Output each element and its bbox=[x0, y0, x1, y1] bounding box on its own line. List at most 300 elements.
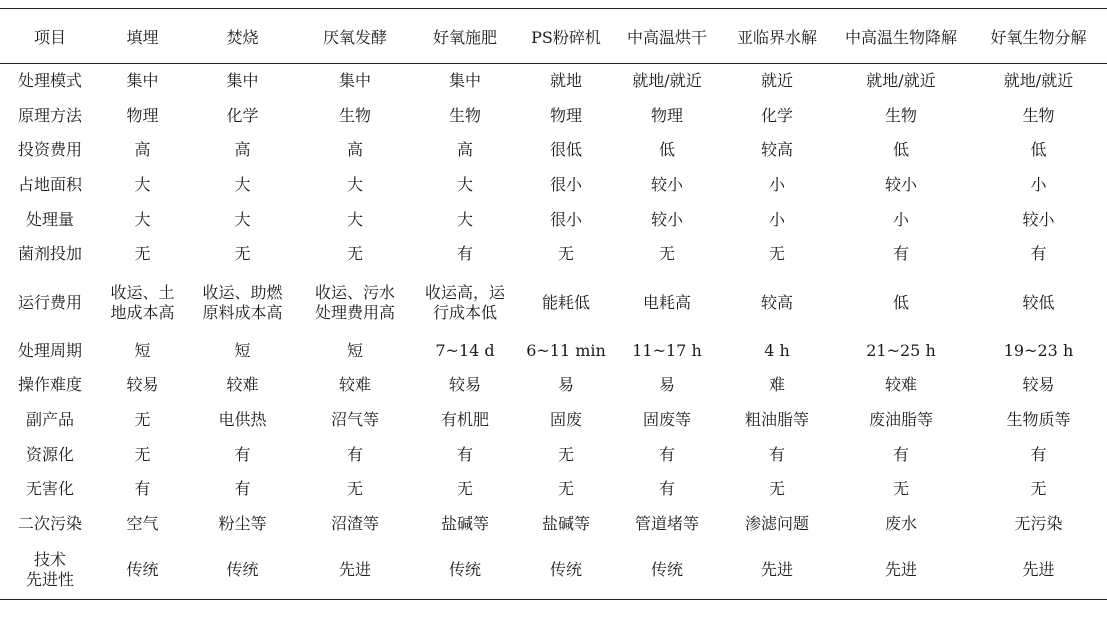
cell-value: 大 bbox=[346, 209, 363, 229]
cell-value: 有 bbox=[892, 444, 909, 464]
cell-value: 集中 bbox=[126, 71, 159, 91]
cell-value: 有 bbox=[456, 244, 473, 264]
cell-value: 传统 bbox=[448, 560, 481, 580]
table-cell bbox=[612, 99, 722, 134]
cell-value: 很小 bbox=[549, 175, 582, 195]
cell-value: 短 bbox=[134, 340, 151, 360]
table-cell bbox=[612, 272, 722, 334]
cell-value: 集中 bbox=[338, 71, 371, 91]
cell-value: 有 bbox=[346, 444, 363, 464]
table-cell bbox=[100, 437, 185, 472]
table-cell bbox=[300, 541, 410, 600]
table-cell bbox=[410, 168, 520, 203]
row-label-cell bbox=[0, 64, 100, 99]
table-cell bbox=[722, 99, 832, 134]
cell-value: 小 bbox=[1030, 175, 1047, 195]
table-cell bbox=[722, 272, 832, 334]
cell-value: 大 bbox=[456, 175, 473, 195]
table-cell bbox=[300, 507, 410, 542]
table-row bbox=[0, 472, 1107, 507]
table-cell bbox=[722, 541, 832, 600]
header-row bbox=[0, 9, 1107, 64]
table-cell bbox=[100, 168, 185, 203]
table-cell bbox=[185, 202, 300, 237]
cell-value: 难 bbox=[768, 375, 785, 395]
cell-value: 较小 bbox=[1022, 209, 1055, 229]
table-cell bbox=[410, 202, 520, 237]
row-label: 投资费用 bbox=[17, 140, 82, 160]
cell-value: 物理 bbox=[650, 105, 683, 125]
table-row bbox=[0, 334, 1107, 369]
table-cell bbox=[970, 541, 1107, 600]
cell-value: 短 bbox=[234, 340, 251, 360]
cell-value: 收运、助燃 原料成本高 bbox=[202, 282, 283, 322]
table-cell bbox=[520, 403, 612, 438]
table-row bbox=[0, 437, 1107, 472]
row-label-cell bbox=[0, 472, 100, 507]
cell-value: 有 bbox=[456, 444, 473, 464]
cell-value: 较小 bbox=[650, 175, 683, 195]
cell-value: 低 bbox=[892, 292, 909, 312]
row-label-cell bbox=[0, 168, 100, 203]
table-cell bbox=[612, 64, 722, 99]
cell-value: 生物 bbox=[1022, 105, 1055, 125]
cell-value: 生物 bbox=[884, 105, 917, 125]
table-cell bbox=[100, 541, 185, 600]
table-cell bbox=[520, 507, 612, 542]
table-cell bbox=[612, 368, 722, 403]
table-row bbox=[0, 368, 1107, 403]
table-cell bbox=[832, 99, 970, 134]
cell-value: 渗滤问题 bbox=[744, 513, 809, 533]
row-label-cell bbox=[0, 507, 100, 542]
cell-value: 有 bbox=[658, 444, 675, 464]
table-cell bbox=[612, 437, 722, 472]
cell-value: 收运、土 地成本高 bbox=[110, 282, 175, 322]
table-cell bbox=[722, 368, 832, 403]
row-label-cell bbox=[0, 133, 100, 168]
row-label: 处理量 bbox=[25, 209, 74, 229]
table-cell bbox=[100, 99, 185, 134]
cell-value: 盐碱等 bbox=[440, 513, 489, 533]
table-cell bbox=[722, 403, 832, 438]
cell-value: 易 bbox=[658, 375, 675, 395]
cell-value: 先进 bbox=[1022, 560, 1055, 580]
table-cell bbox=[970, 64, 1107, 99]
table-cell bbox=[185, 403, 300, 438]
table-row bbox=[0, 507, 1107, 542]
cell-value: 有 bbox=[892, 244, 909, 264]
table-cell bbox=[970, 99, 1107, 134]
table-cell bbox=[100, 403, 185, 438]
cell-value: 大 bbox=[234, 209, 251, 229]
cell-value: 无 bbox=[557, 444, 574, 464]
cell-value: 物理 bbox=[126, 105, 159, 125]
cell-value: 有 bbox=[234, 444, 251, 464]
header-cell: 焚烧 bbox=[226, 27, 259, 47]
header-cell: 好氧施肥 bbox=[432, 27, 497, 47]
header-cell: 中高温烘干 bbox=[626, 27, 707, 47]
table-row bbox=[0, 64, 1107, 99]
row-label-cell bbox=[0, 237, 100, 272]
table-cell bbox=[410, 507, 520, 542]
cell-value: 短 bbox=[346, 340, 363, 360]
cell-value: 有机肥 bbox=[440, 410, 489, 430]
table-cell bbox=[185, 168, 300, 203]
cell-value: 大 bbox=[134, 175, 151, 195]
cell-value: 大 bbox=[456, 209, 473, 229]
cell-value: 很小 bbox=[549, 209, 582, 229]
table-cell bbox=[410, 99, 520, 134]
cell-value: 无污染 bbox=[1014, 513, 1063, 533]
table-cell bbox=[100, 202, 185, 237]
row-label: 无害化 bbox=[25, 479, 74, 499]
cell-value: 高 bbox=[234, 140, 251, 160]
table-cell bbox=[520, 368, 612, 403]
table-cell bbox=[970, 272, 1107, 334]
cell-value: 小 bbox=[768, 175, 785, 195]
cell-value: 较小 bbox=[884, 175, 917, 195]
table-cell bbox=[832, 334, 970, 369]
cell-value: 沼渣等 bbox=[330, 513, 379, 533]
table-cell bbox=[832, 202, 970, 237]
table-cell bbox=[185, 272, 300, 334]
table-cell bbox=[832, 133, 970, 168]
cell-value: 收运、污水 处理费用高 bbox=[314, 282, 395, 322]
cell-value: 低 bbox=[1030, 140, 1047, 160]
cell-value: 生物 bbox=[448, 105, 481, 125]
cell-value: 传统 bbox=[126, 560, 159, 580]
cell-value: 集中 bbox=[226, 71, 259, 91]
table-cell bbox=[970, 133, 1107, 168]
table-cell bbox=[520, 237, 612, 272]
cell-value: 较小 bbox=[650, 209, 683, 229]
cell-value: 7~14 d bbox=[435, 340, 495, 360]
table-cell bbox=[185, 507, 300, 542]
cell-value: 传统 bbox=[226, 560, 259, 580]
cell-value: 有 bbox=[234, 479, 251, 499]
header-cell: 项目 bbox=[33, 27, 66, 47]
table-row bbox=[0, 168, 1107, 203]
table-cell bbox=[612, 168, 722, 203]
table-cell bbox=[612, 472, 722, 507]
cell-value: 无 bbox=[234, 244, 251, 264]
table-row bbox=[0, 272, 1107, 334]
cell-value: 较易 bbox=[448, 375, 481, 395]
cell-value: 无 bbox=[557, 244, 574, 264]
table-cell bbox=[100, 368, 185, 403]
cell-value: 沼气等 bbox=[330, 410, 379, 430]
cell-value: 无 bbox=[456, 479, 473, 499]
cell-value: 粗油脂等 bbox=[744, 410, 809, 430]
table-cell bbox=[410, 368, 520, 403]
cell-value: 大 bbox=[346, 175, 363, 195]
cell-value: 4 h bbox=[764, 340, 790, 360]
table-cell bbox=[722, 133, 832, 168]
table-cell bbox=[832, 472, 970, 507]
row-label: 运行费用 bbox=[17, 292, 82, 312]
table-cell bbox=[612, 541, 722, 600]
table-cell bbox=[970, 168, 1107, 203]
table-cell bbox=[300, 64, 410, 99]
table-cell bbox=[612, 507, 722, 542]
table-cell bbox=[612, 403, 722, 438]
cell-value: 有 bbox=[1030, 444, 1047, 464]
cell-value: 盐碱等 bbox=[541, 513, 590, 533]
table-cell bbox=[970, 437, 1107, 472]
cell-value: 先进 bbox=[760, 560, 793, 580]
cell-value: 较易 bbox=[1022, 375, 1055, 395]
table-cell bbox=[832, 507, 970, 542]
table-cell bbox=[300, 403, 410, 438]
row-label-cell bbox=[0, 99, 100, 134]
header-cell: 中高温生物降解 bbox=[844, 27, 957, 47]
table-cell bbox=[100, 272, 185, 334]
table-cell bbox=[722, 202, 832, 237]
table-cell bbox=[300, 133, 410, 168]
cell-value: 无 bbox=[346, 479, 363, 499]
cell-value: 有 bbox=[768, 444, 785, 464]
table-cell bbox=[410, 237, 520, 272]
table-cell bbox=[100, 334, 185, 369]
table-cell bbox=[832, 437, 970, 472]
cell-value: 就地/就近 bbox=[1003, 71, 1074, 91]
cell-value: 废水 bbox=[884, 513, 917, 533]
table-cell bbox=[520, 472, 612, 507]
table-cell bbox=[722, 64, 832, 99]
cell-value: 高 bbox=[346, 140, 363, 160]
table-cell bbox=[185, 64, 300, 99]
cell-value: 固废等 bbox=[642, 410, 691, 430]
cell-value: 较难 bbox=[884, 375, 917, 395]
cell-value: 收运高，运 行成本低 bbox=[424, 282, 505, 322]
table-cell bbox=[300, 168, 410, 203]
table-cell bbox=[832, 64, 970, 99]
table-cell bbox=[520, 541, 612, 600]
cell-value: 能耗低 bbox=[541, 292, 590, 312]
table-cell bbox=[970, 507, 1107, 542]
table-cell bbox=[832, 541, 970, 600]
table-cell bbox=[612, 334, 722, 369]
cell-value: 较难 bbox=[338, 375, 371, 395]
table-cell bbox=[520, 272, 612, 334]
cell-value: 无 bbox=[1030, 479, 1047, 499]
cell-value: 先进 bbox=[338, 560, 371, 580]
cell-value: 电耗高 bbox=[642, 292, 691, 312]
header-cell: 好氧生物分解 bbox=[990, 27, 1087, 47]
row-label-cell bbox=[0, 368, 100, 403]
comparison-table bbox=[0, 8, 1107, 600]
table-cell bbox=[970, 403, 1107, 438]
table-cell bbox=[722, 168, 832, 203]
table-cell bbox=[185, 99, 300, 134]
table-cell bbox=[410, 272, 520, 334]
cell-value: 固废 bbox=[549, 410, 582, 430]
cell-value: 无 bbox=[892, 479, 909, 499]
cell-value: 高 bbox=[134, 140, 151, 160]
cell-value: 大 bbox=[234, 175, 251, 195]
row-label: 技术 先进性 bbox=[25, 550, 74, 590]
table-cell bbox=[185, 237, 300, 272]
table-cell bbox=[410, 334, 520, 369]
cell-value: 低 bbox=[892, 140, 909, 160]
table-cell bbox=[410, 133, 520, 168]
cell-value: 21~25 h bbox=[866, 340, 936, 360]
row-label-cell bbox=[0, 541, 100, 600]
table-cell bbox=[100, 237, 185, 272]
table-row bbox=[0, 237, 1107, 272]
table-cell bbox=[300, 368, 410, 403]
table-cell bbox=[612, 202, 722, 237]
table-cell bbox=[410, 64, 520, 99]
cell-value: 有 bbox=[134, 479, 151, 499]
table-cell bbox=[970, 202, 1107, 237]
cell-value: 空气 bbox=[126, 513, 159, 533]
cell-value: 先进 bbox=[884, 560, 917, 580]
table-cell bbox=[410, 472, 520, 507]
row-label: 副产品 bbox=[25, 410, 74, 430]
table-cell bbox=[612, 133, 722, 168]
cell-value: 就地/就近 bbox=[632, 71, 702, 91]
cell-value: 无 bbox=[658, 244, 675, 264]
cell-value: 较低 bbox=[1022, 292, 1055, 312]
table-row bbox=[0, 202, 1107, 237]
row-label-cell bbox=[0, 334, 100, 369]
cell-value: 无 bbox=[768, 479, 785, 499]
table-cell bbox=[185, 437, 300, 472]
table-cell bbox=[722, 237, 832, 272]
cell-value: 易 bbox=[557, 375, 574, 395]
cell-value: 传统 bbox=[549, 560, 582, 580]
cell-value: 无 bbox=[134, 244, 151, 264]
table-cell bbox=[185, 368, 300, 403]
cell-value: 高 bbox=[456, 140, 473, 160]
cell-value: 管道堵等 bbox=[634, 513, 699, 533]
cell-value: 大 bbox=[134, 209, 151, 229]
table-cell bbox=[100, 133, 185, 168]
table-body bbox=[0, 64, 1107, 600]
cell-value: 传统 bbox=[650, 560, 683, 580]
table-cell bbox=[970, 368, 1107, 403]
table-cell bbox=[300, 334, 410, 369]
table-cell bbox=[185, 541, 300, 600]
cell-value: 11~17 h bbox=[632, 340, 702, 360]
table-cell bbox=[520, 133, 612, 168]
table-cell bbox=[300, 202, 410, 237]
table-cell bbox=[832, 368, 970, 403]
table-cell bbox=[832, 168, 970, 203]
row-label: 菌剂投加 bbox=[17, 244, 82, 264]
cell-value: 有 bbox=[1030, 244, 1047, 264]
table-cell bbox=[300, 272, 410, 334]
cell-value: 很低 bbox=[549, 140, 582, 160]
cell-value: 集中 bbox=[448, 71, 481, 91]
cell-value: 物理 bbox=[549, 105, 582, 125]
table-cell bbox=[300, 99, 410, 134]
table-cell bbox=[520, 334, 612, 369]
cell-value: 粉尘等 bbox=[218, 513, 267, 533]
cell-value: 6~11 min bbox=[526, 340, 606, 360]
table-cell bbox=[185, 334, 300, 369]
table-cell bbox=[832, 237, 970, 272]
row-label: 处理周期 bbox=[17, 340, 82, 360]
table-cell bbox=[100, 64, 185, 99]
header-cell: PS粉碎机 bbox=[531, 27, 601, 47]
table-cell bbox=[612, 237, 722, 272]
cell-value: 电供热 bbox=[218, 410, 267, 430]
table-cell bbox=[185, 472, 300, 507]
table-cell bbox=[520, 437, 612, 472]
table-cell bbox=[520, 202, 612, 237]
cell-value: 较高 bbox=[760, 140, 793, 160]
cell-value: 化学 bbox=[760, 105, 793, 125]
cell-value: 就地 bbox=[549, 71, 582, 91]
cell-value: 无 bbox=[768, 244, 785, 264]
row-label: 操作难度 bbox=[17, 375, 82, 395]
table-cell bbox=[832, 272, 970, 334]
row-label: 处理模式 bbox=[17, 71, 82, 91]
cell-value: 有 bbox=[658, 479, 675, 499]
cell-value: 化学 bbox=[226, 105, 259, 125]
cell-value: 19~23 h bbox=[1003, 340, 1074, 360]
header-cell: 亚临界水解 bbox=[736, 27, 817, 47]
table-cell bbox=[722, 507, 832, 542]
cell-value: 无 bbox=[557, 479, 574, 499]
cell-value: 就地/就近 bbox=[866, 71, 936, 91]
table-cell bbox=[410, 403, 520, 438]
table-cell bbox=[722, 334, 832, 369]
table-row bbox=[0, 403, 1107, 438]
row-label-cell bbox=[0, 202, 100, 237]
row-label-cell bbox=[0, 272, 100, 334]
cell-value: 无 bbox=[134, 410, 151, 430]
cell-value: 无 bbox=[134, 444, 151, 464]
table-cell bbox=[722, 472, 832, 507]
table-cell bbox=[410, 541, 520, 600]
cell-value: 低 bbox=[658, 140, 675, 160]
table-cell bbox=[970, 334, 1107, 369]
table-cell bbox=[185, 133, 300, 168]
cell-value: 较难 bbox=[226, 375, 259, 395]
table-row bbox=[0, 133, 1107, 168]
table-cell bbox=[520, 99, 612, 134]
table-cell bbox=[520, 64, 612, 99]
cell-value: 较易 bbox=[126, 375, 159, 395]
header-cell: 厌氧发酵 bbox=[322, 27, 387, 47]
table-cell bbox=[300, 237, 410, 272]
cell-value: 小 bbox=[892, 209, 909, 229]
table-cell bbox=[970, 237, 1107, 272]
cell-value: 就近 bbox=[760, 71, 793, 91]
table-cell bbox=[520, 168, 612, 203]
row-label: 二次污染 bbox=[17, 513, 82, 533]
table-cell bbox=[722, 437, 832, 472]
table-cell bbox=[300, 437, 410, 472]
row-label: 占地面积 bbox=[17, 175, 82, 195]
header-cell: 填埋 bbox=[126, 27, 159, 47]
table-cell bbox=[300, 472, 410, 507]
table-cell bbox=[832, 403, 970, 438]
cell-value: 废油脂等 bbox=[868, 410, 933, 430]
table-cell bbox=[100, 472, 185, 507]
cell-value: 生物质等 bbox=[1006, 410, 1071, 430]
row-label-cell bbox=[0, 437, 100, 472]
table-cell bbox=[410, 437, 520, 472]
table-row bbox=[0, 99, 1107, 134]
comparison-table-container bbox=[0, 8, 1107, 600]
cell-value: 生物 bbox=[338, 105, 371, 125]
table-cell bbox=[100, 507, 185, 542]
